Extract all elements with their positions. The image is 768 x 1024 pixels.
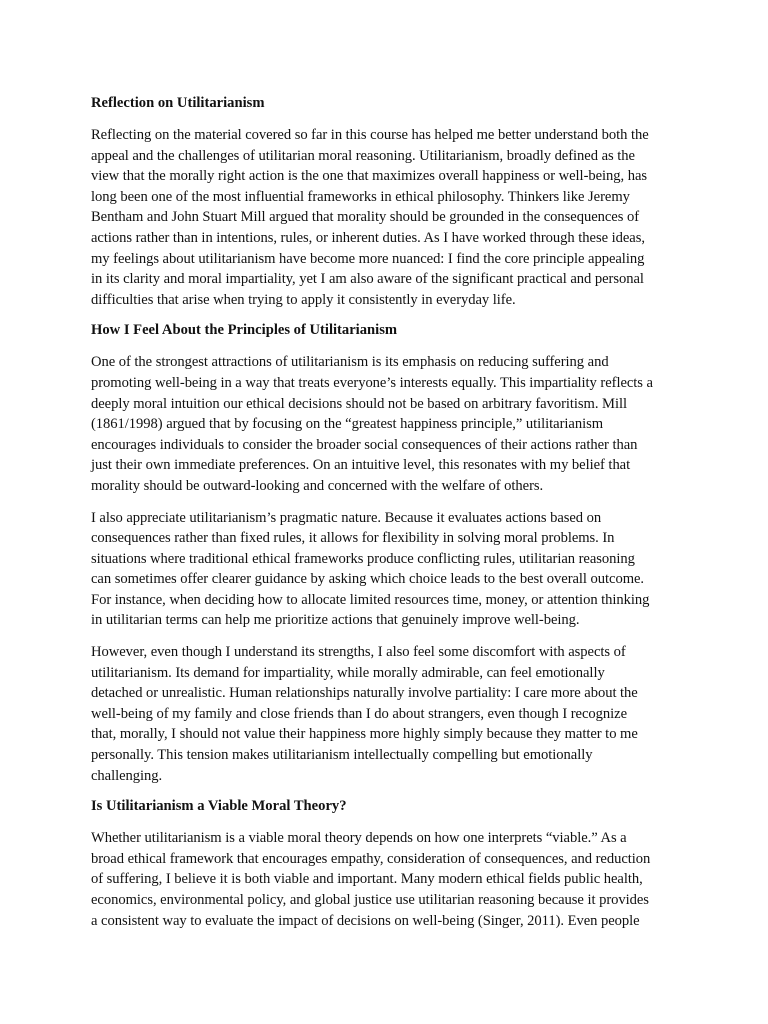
text-line: Whether utilitarianism is a viable moral theory depends on how one interprets “viable.” As a [91, 830, 627, 847]
text-line: difficulties that arise when trying to apply it consistently in everyday life. [91, 291, 516, 308]
text-line: that, morally, I should not value their happiness more highly simply because they matter to me [91, 726, 638, 743]
text-line: broad ethical framework that encourages empathy, consideration of consequences, and reduction [91, 850, 651, 867]
text-line: Reflection on Utilitarianism [91, 95, 265, 111]
paragraph-discomfort [91, 642, 679, 786]
text-line: Bentham and John Stuart Mill argued that morality should be grounded in the consequences of [91, 209, 640, 226]
text-line: situations where traditional ethical frameworks produce conflicting rules, utilitarian reasoning [91, 550, 635, 567]
text-line: For instance, when deciding how to allocate limited resources time, money, or attention thinking [91, 591, 650, 608]
text-line: personally. This tension makes utilitarianism intellectually compelling but emotionally [91, 747, 593, 764]
text-line: a consistent way to evaluate the impact of decisions on well-being (Singer, 2011). Even people [91, 912, 640, 929]
text-line: actions rather than in intentions, rules, or inherent duties. As I have worked through these ideas, [91, 229, 645, 246]
paragraph-attractions [91, 352, 679, 496]
text-line: deeply moral intuition our ethical decisions should not be based on arbitrary favoritism. Mill [91, 395, 627, 412]
text-line: well-being of my family and close friends than I do about strangers, even though I recognize [91, 705, 628, 722]
paragraph-viability [91, 828, 679, 931]
text-line: appeal and the challenges of utilitarian moral reasoning. Utilitarianism, broadly defined as the [91, 147, 635, 164]
paragraph-pragmatic [91, 508, 679, 632]
text-line: long been one of the most influential frameworks in ethical philosophy. Thinkers like Jeremy [91, 188, 630, 205]
text-line: One of the strongest attractions of utilitarianism is its emphasis on reducing suffering and [91, 354, 609, 371]
text-line: in utilitarian terms can help me prioritize actions that genuinely improve well-being. [91, 612, 580, 629]
section-heading-principles [91, 321, 679, 339]
document-body [91, 94, 679, 942]
text-line: in its clarity and moral impartiality, yet I am also aware of the significant practical and personal [91, 271, 644, 288]
text-line: challenging. [91, 767, 163, 784]
text-line: morality should be outward-looking and concerned with the welfare of others. [91, 477, 544, 494]
text-line: my feelings about utilitarianism have become more nuanced: I find the core principle appealing [91, 250, 645, 267]
text-line: utilitarianism. Its demand for impartiality, while morally admirable, can feel emotionally [91, 664, 605, 681]
text-line: detached or unrealistic. Human relationships naturally involve partiality: I care more about the [91, 685, 638, 702]
text-line: (1861/1998) argued that by focusing on the “greatest happiness principle,” utilitarianism [91, 416, 604, 433]
text-line: promoting well-being in a way that treats everyone’s interests equally. This impartiality reflects a [91, 374, 653, 391]
text-line: Is Utilitarianism a Viable Moral Theory? [91, 798, 347, 815]
text-line: economics, environmental policy, and global justice use utilitarian reasoning because it provides [91, 892, 649, 908]
text-line: I also appreciate utilitarianism’s pragmatic nature. Because it evaluates actions based on [91, 509, 602, 526]
text-line: consequences rather than fixed rules, it allows for flexibility in solving moral problems. In [91, 530, 615, 547]
text-line: of suffering, I believe it is both viable and important. Many modern ethical fields public health, [91, 871, 643, 888]
paragraph-intro [91, 125, 679, 310]
text-line: encourages individuals to consider the broader social consequences of their actions rather than [91, 436, 638, 453]
section-heading-viable [91, 797, 679, 815]
text-line: view that the morally right action is the one that maximizes overall happiness or well-being, has [91, 168, 648, 185]
section-heading-reflection [91, 94, 679, 112]
text-line: Reflecting on the material covered so far in this course has helped me better understand both the [91, 127, 649, 143]
text-line: How I Feel About the Principles of Utilitarianism [91, 322, 398, 339]
text-line: However, even though I understand its strengths, I also feel some discomfort with aspects of [91, 644, 626, 661]
text-line: just their own immediate preferences. On an intuitive level, this resonates with my belief that [91, 457, 631, 474]
text-line: can sometimes offer clearer guidance by asking which choice leads to the best overall outcome. [91, 571, 645, 588]
